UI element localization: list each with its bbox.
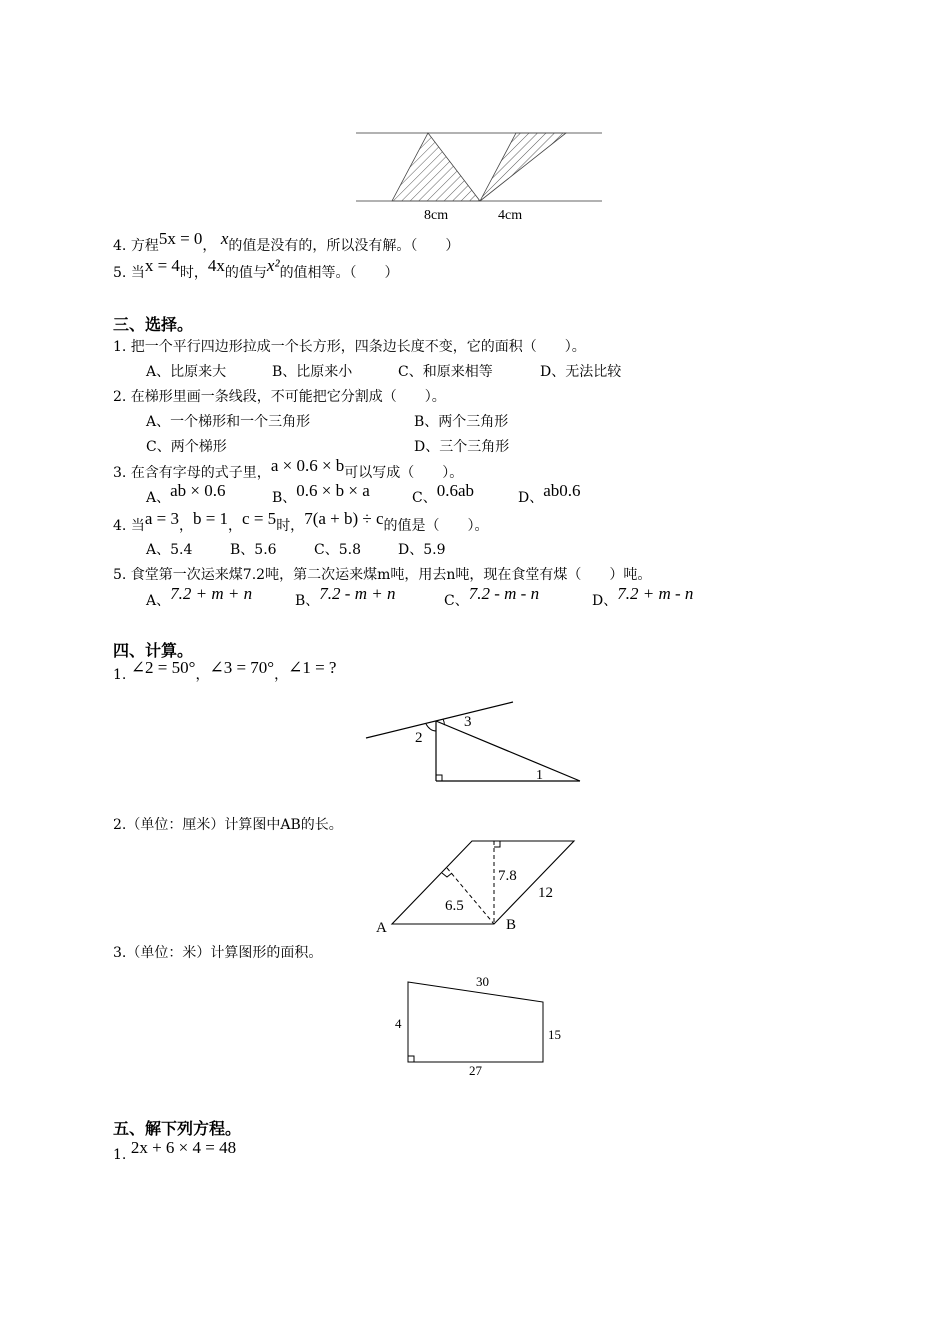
s4-q1-text: 1. ∠2 = 50°，∠3 = 70°，∠1 = ? xyxy=(113,658,337,683)
s3-q2-opt-a: A、一个梯形和一个三角形 xyxy=(146,414,311,430)
label-height: 7.8 xyxy=(498,868,517,884)
s3-q5-opt-d: D、7.2 + m - n xyxy=(592,584,694,609)
s3-q2-text: 2. 在梯形里画一条线段，不可能把它分割成（ ）。 xyxy=(113,389,446,405)
s3-q1-opt-d: D、无法比较 xyxy=(540,364,622,380)
s3-q5-text: 5. 食堂第一次运来煤7.2吨，第二次运来煤m吨，用去n吨，现在食堂有煤（ ）吨。 xyxy=(113,567,652,583)
s3-q2-opt-d: D、三个三角形 xyxy=(414,439,510,455)
hatched-triangle-right xyxy=(480,133,566,201)
label-bottom: 27 xyxy=(469,1063,482,1078)
label-top: 30 xyxy=(476,974,489,989)
slanted-line xyxy=(366,702,513,738)
s3-q3-opt-d: D、ab0.6 xyxy=(518,481,581,506)
trapezoid-figure xyxy=(390,970,580,1080)
label-A: A xyxy=(376,920,387,936)
s3-q1-opt-b: B、比原来小 xyxy=(272,364,353,380)
parallel-lines-figure xyxy=(350,125,610,225)
label-8cm: 8cm xyxy=(424,208,449,223)
angle-triangle-figure xyxy=(360,695,590,790)
right-angle-mark-diag xyxy=(442,873,452,877)
label-B: B xyxy=(506,917,517,933)
label-right: 15 xyxy=(548,1027,561,1042)
judge-q4: 4. 方程5x = 0， x的值是没有的，所以没有解。（ ） xyxy=(113,229,460,254)
s4-q2-text: 2.（单位：厘米）计算图中AB的长。 xyxy=(113,817,343,833)
s3-q1-text: 1. 把一个平行四边形拉成一个长方形，四条边长度不变，它的面积（ ）。 xyxy=(113,339,586,355)
hatched-triangle-left xyxy=(392,133,480,201)
right-trapezoid xyxy=(408,982,543,1062)
s3-q3-text: 3. 在含有字母的式子里，a × 0.6 × b可以写成（ ）。 xyxy=(113,456,464,481)
right-angle-mark xyxy=(408,1056,414,1062)
s3-q4-opt-a: A、5.4 xyxy=(146,542,193,558)
s3-q1-opt-c: C、和原来相等 xyxy=(398,364,493,380)
angle-label-3: 3 xyxy=(464,714,472,730)
s3-q1-opt-a: A、比原来大 xyxy=(146,364,227,380)
s3-q3-opt-b: B、0.6 × b × a xyxy=(272,481,370,506)
s3-q4-opt-d: D、5.9 xyxy=(398,542,446,558)
right-angle-mark-top xyxy=(494,841,500,847)
section4-title: 四、计算。 xyxy=(113,641,194,660)
s3-q2-opt-c: C、两个梯形 xyxy=(146,439,227,455)
label-height2: 6.5 xyxy=(445,898,464,914)
judge-q5: 5. 当x = 4时，4x的值与x²的值相等。（ ） xyxy=(113,256,399,281)
s3-q5-opt-b: B、7.2 - m + n xyxy=(295,584,396,609)
s3-q3-opt-a: A、ab × 0.6 xyxy=(146,481,226,506)
angle-label-2: 2 xyxy=(415,730,423,746)
right-angle-mark xyxy=(436,775,442,781)
s4-q3-text: 3.（单位：米）计算图形的面积。 xyxy=(113,945,323,961)
label-side: 12 xyxy=(538,885,553,901)
s5-q1-text: 1. 2x + 6 × 4 = 48 xyxy=(113,1138,237,1163)
angle-2-arc xyxy=(426,724,436,731)
s3-q4-text: 4. 当a = 3，b = 1，c = 5时，7(a + b) ÷ c的值是（ ）。 xyxy=(113,509,489,534)
s3-q4-opt-b: B、5.6 xyxy=(230,542,277,558)
perp-line xyxy=(447,868,494,924)
s3-q5-opt-c: C、7.2 - m - n xyxy=(444,584,540,609)
angle-label-1: 1 xyxy=(536,768,543,783)
section5-title: 五、解下列方程。 xyxy=(113,1119,242,1138)
parallelogram-figure xyxy=(370,835,590,940)
s3-q5-opt-a: A、7.2 + m + n xyxy=(146,584,253,609)
s3-q2-opt-b: B、两个三角形 xyxy=(414,414,509,430)
s3-q3-opt-c: C、0.6ab xyxy=(412,481,475,506)
s3-q4-opt-c: C、5.8 xyxy=(314,542,361,558)
label-left: 4 xyxy=(395,1016,402,1031)
section3-title: 三、选择。 xyxy=(113,315,194,334)
triangle-hypotenuse xyxy=(436,721,580,781)
label-4cm: 4cm xyxy=(498,208,523,223)
